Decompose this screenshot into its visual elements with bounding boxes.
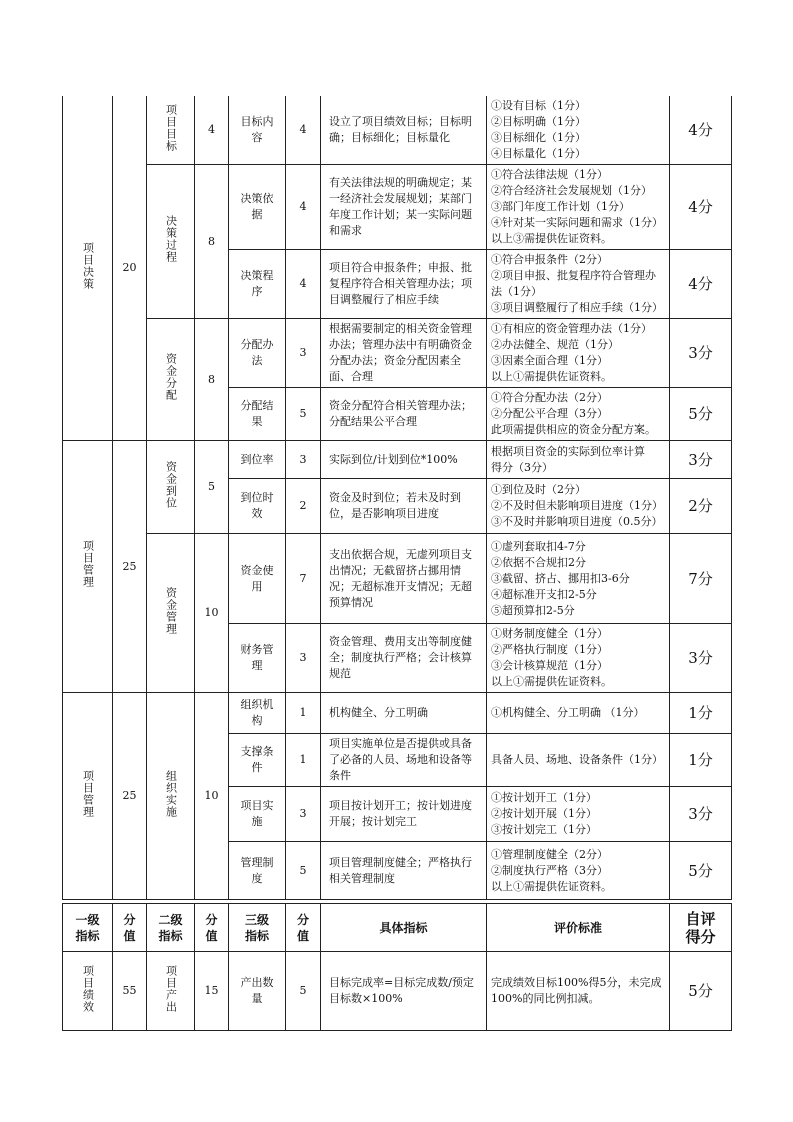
level1-weight: 25	[113, 693, 147, 900]
self-score: 4分	[670, 165, 732, 250]
level2-cell: 资金管理	[147, 534, 195, 693]
standard-cell: ①管理制度健全（2分） ②制度执行严格（3分） 以上①需提供佐证资料。	[487, 842, 670, 900]
level3-cell: 资金使用	[229, 534, 286, 624]
self-score: 3分	[670, 441, 732, 479]
level3-weight: 4	[286, 165, 321, 250]
indicator-cell: 有关法律法规的明确规定；某一经济社会发展规划；某部门年度工作计划；某一实际问题和需求	[321, 165, 487, 250]
level2-weight: 8	[195, 319, 229, 441]
indicator-cell: 目标完成率=目标完成数/预定目标数×100%	[321, 952, 487, 1031]
standard-cell: 完成绩效目标100%得5分，未完成100%的同比例扣减。	[487, 952, 670, 1031]
indicator-cell: 项目按计划开工；按计划进度开展；按计划完工	[321, 787, 487, 842]
level3-weight: 1	[286, 693, 321, 734]
level3-weight: 5	[286, 842, 321, 900]
self-score: 3分	[670, 319, 732, 388]
standard-cell: 具备人员、场地、设备条件（1分）	[487, 734, 670, 787]
indicator-cell: 支出依据合规，无虚列项目支出情况；无截留挤占挪用情况；无超标准开支情况；无超预算情况	[321, 534, 487, 624]
self-score: 2分	[670, 479, 732, 534]
self-score: 5分	[670, 952, 732, 1031]
table-row	[63, 534, 732, 624]
level3-weight: 5	[286, 952, 321, 1031]
evaluation-table-main	[62, 96, 732, 900]
indicator-cell: 资金管理、费用支出等制度健全；制度执行严格；会计核算规范	[321, 624, 487, 693]
level2-weight: 5	[195, 441, 229, 534]
standard-cell: ①有相应的资金管理办法（1分） ②办法健全、规范（1分） ③因素全面合理（1分） 以上①需提供佐证资料。	[487, 319, 670, 388]
table-row	[63, 441, 732, 479]
self-score: 5分	[670, 842, 732, 900]
standard-cell: ①虚列套取扣4-7分 ②依据不合规扣2分 ③截留、挤占、挪用扣3-6分 ④超标准开支扣2-5分 ⑤超预算扣2-5分	[487, 534, 670, 624]
self-score: 1分	[670, 693, 732, 734]
header-self-score: 自评得分	[670, 904, 732, 952]
level3-cell: 管理制度	[229, 842, 286, 900]
standard-cell: ①财务制度健全（1分） ②严格执行制度（1分） ③会计核算规范（1分） 以上①需提供佐证资料。	[487, 624, 670, 693]
standard-cell: 根据项目资金的实际到位率计算 得分（3分）	[487, 441, 670, 479]
level3-weight: 4	[286, 250, 321, 319]
indicator-cell: 设立了项目绩效目标；目标明确；目标细化；目标量化	[321, 96, 487, 165]
level3-cell: 决策程序	[229, 250, 286, 319]
indicator-cell: 资金及时到位；若未及时到位，是否影响项目进度	[321, 479, 487, 534]
level3-cell: 支撑条件	[229, 734, 286, 787]
level2-weight: 4	[195, 96, 229, 165]
self-score: 4分	[670, 96, 732, 165]
level3-weight: 1	[286, 734, 321, 787]
standard-cell: ①符合分配办法（2分） ②分配公平合理（3分） 此项需提供相应的资金分配方案。	[487, 388, 670, 441]
level2-cell: 项目产出	[147, 952, 195, 1031]
table-row	[63, 693, 732, 734]
level3-cell: 分配办法	[229, 319, 286, 388]
level2-cell: 资金分配	[147, 319, 195, 441]
level1-weight: 20	[113, 96, 147, 441]
header-level1: 一级指标	[63, 904, 113, 952]
level3-weight: 3	[286, 787, 321, 842]
level3-cell: 目标内容	[229, 96, 286, 165]
header-weight2: 分值	[195, 904, 229, 952]
level3-cell: 项目实施	[229, 787, 286, 842]
indicator-cell: 资金分配符合相关管理办法；分配结果公平合理	[321, 388, 487, 441]
standard-cell: ①到位及时（2分） ②不及时但未影响项目进度（1分） ③不及时并影响项目进度（0.5分）	[487, 479, 670, 534]
level3-cell: 到位时效	[229, 479, 286, 534]
header-indicator: 具体指标	[321, 904, 487, 952]
level2-weight: 10	[195, 534, 229, 693]
level2-cell: 资金到位	[147, 441, 195, 534]
level3-weight: 7	[286, 534, 321, 624]
table-row	[63, 96, 732, 165]
header-level3: 三级指标	[229, 904, 286, 952]
self-score: 3分	[670, 624, 732, 693]
level3-cell: 组织机构	[229, 693, 286, 734]
level1-cell: 项目管理	[63, 693, 113, 900]
table-row	[63, 952, 732, 1031]
header-weight1: 分值	[113, 904, 147, 952]
indicator-cell: 项目管理制度健全；严格执行相关管理制度	[321, 842, 487, 900]
level2-weight: 15	[195, 952, 229, 1031]
evaluation-table-performance	[62, 903, 732, 1031]
table-header-row	[63, 904, 732, 952]
indicator-cell: 机构健全、分工明确	[321, 693, 487, 734]
level1-weight: 55	[113, 952, 147, 1031]
level3-weight: 3	[286, 319, 321, 388]
table-row	[63, 319, 732, 388]
level3-weight: 3	[286, 624, 321, 693]
level2-cell: 项目目标	[147, 96, 195, 165]
level2-cell: 决策过程	[147, 165, 195, 319]
standard-cell: ①按计划开工（1分） ②按计划开展（1分） ③按计划完工（1分）	[487, 787, 670, 842]
self-score: 1分	[670, 734, 732, 787]
self-score: 5分	[670, 388, 732, 441]
level3-cell: 决策依据	[229, 165, 286, 250]
level2-weight: 10	[195, 693, 229, 900]
header-standard: 评价标准	[487, 904, 670, 952]
level1-cell: 项目绩效	[63, 952, 113, 1031]
indicator-cell: 根据需要制定的相关资金管理办法；管理办法中有明确资金分配办法；资金分配因素全面、合理	[321, 319, 487, 388]
level2-cell: 组织实施	[147, 693, 195, 900]
standard-cell: ①设有目标（1分） ②目标明确（1分） ③目标细化（1分） ④目标量化（1分）	[487, 96, 670, 165]
level3-cell: 分配结果	[229, 388, 286, 441]
level1-weight: 25	[113, 441, 147, 693]
header-weight3: 分值	[286, 904, 321, 952]
level3-cell: 产出数量	[229, 952, 286, 1031]
standard-cell: ①机构健全、分工明确 （1分）	[487, 693, 670, 734]
indicator-cell: 实际到位/计划到位*100%	[321, 441, 487, 479]
header-level2: 二级指标	[147, 904, 195, 952]
standard-cell: ①符合申报条件（2分） ②项目申报、批复程序符合管理办法（1分） ③项目调整履行了相应手续（1分）	[487, 250, 670, 319]
self-score: 7分	[670, 534, 732, 624]
level3-weight: 4	[286, 96, 321, 165]
level3-weight: 3	[286, 441, 321, 479]
level1-cell: 项目决策	[63, 96, 113, 441]
level3-weight: 2	[286, 479, 321, 534]
level1-cell: 项目管理	[63, 441, 113, 693]
self-score: 3分	[670, 787, 732, 842]
self-score: 4分	[670, 250, 732, 319]
indicator-cell: 项目实施单位是否提供或具备了必备的人员、场地和设备等条件	[321, 734, 487, 787]
level2-weight: 8	[195, 165, 229, 319]
level3-cell: 到位率	[229, 441, 286, 479]
indicator-cell: 项目符合申报条件；申报、批复程序符合相关管理办法；项目调整履行了相应手续	[321, 250, 487, 319]
standard-cell: ①符合法律法规（1分） ②符合经济社会发展规划（1分） ③部门年度工作计划（1分） ④针对某一实际问题和需求（1分） 以上③需提供佐证资料。	[487, 165, 670, 250]
level3-weight: 5	[286, 388, 321, 441]
table-row	[63, 165, 732, 250]
level3-cell: 财务管理	[229, 624, 286, 693]
